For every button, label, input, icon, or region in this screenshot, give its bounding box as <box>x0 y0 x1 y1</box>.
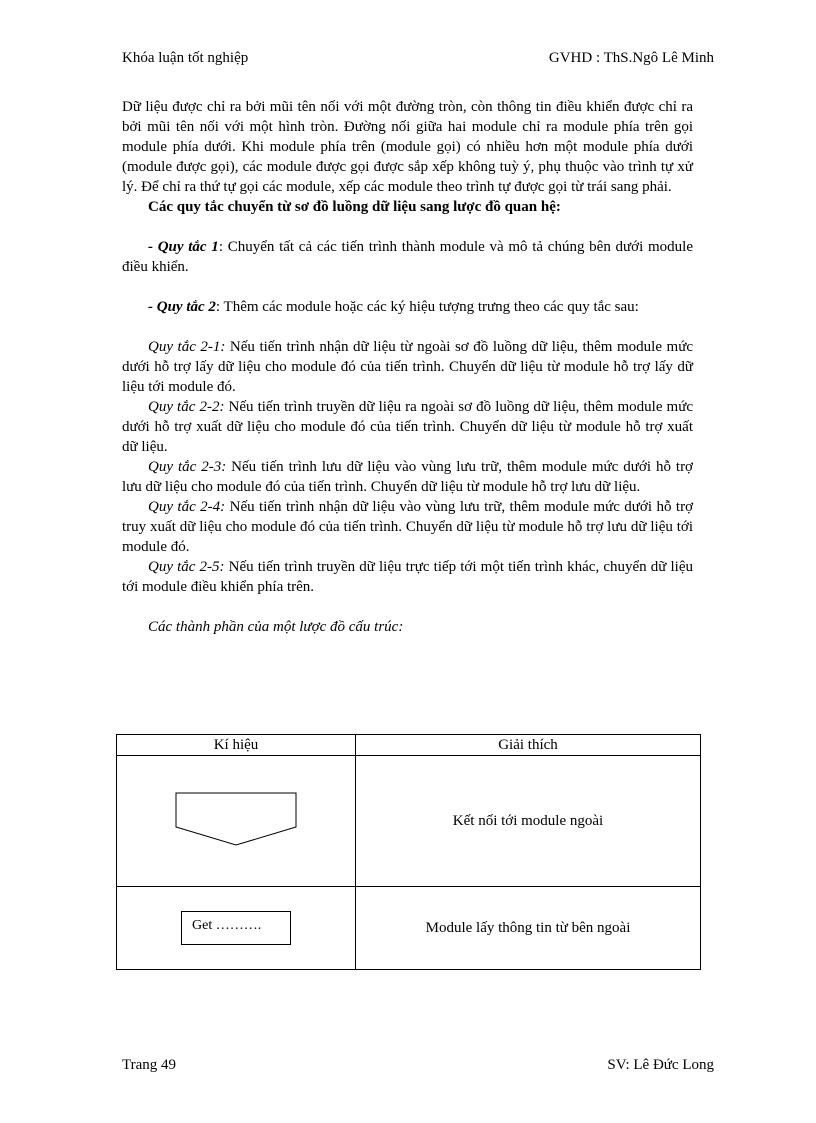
subrule-2-2 <box>122 397 693 457</box>
footer-author: SV: Lê Đức Long <box>607 1057 714 1073</box>
subrule-2-4 <box>122 497 693 557</box>
subrule-2-5 <box>122 557 693 597</box>
paragraph-intro: Dữ liệu được chỉ ra bởi mũi tên nối với một đường tròn, còn thông tin điều khiển được chỉ ra bởi mũi tên nối với một hình tròn. Đường nối giữa hai module chỉ ra module phía trên gọi module phía dưới. Khi module phía trên (module gọi) có nhiều hơn một module phía dưới (module được gọi), các module được gọi được sắp xếp không tuỳ ý, phụ thuộc vào trình tự xử lý. Để chỉ ra thứ tự gọi các module, xếp các module theo trình tự được gọi từ trái sang phải. <box>122 99 693 195</box>
rule-2-text: : Thêm các module hoặc các ký hiệu tượng trưng theo các quy tắc sau: <box>215 299 639 315</box>
subrule-text: Nếu tiến trình nhận dữ liệu từ ngoài sơ đồ luồng dữ liệu, thêm module mức dưới hỗ trợ lấy dữ liệu cho module đó của tiến trình. Chuyển dữ liệu từ module hỗ trợ lấy dữ liệu tới module đó. <box>122 339 693 395</box>
explain-cell: Module lấy thông tin từ bên ngoài <box>356 887 701 970</box>
header-left: Khóa luận tốt nghiệp <box>122 50 249 66</box>
rule-2 <box>122 297 693 317</box>
column-header-explain: Giải thích <box>356 735 701 756</box>
subrule-label: Quy tắc 2-1: <box>148 339 226 355</box>
subrule-2-3 <box>122 457 693 497</box>
footer-page-number: Trang 49 <box>122 1057 177 1073</box>
symbol-cell <box>117 887 356 970</box>
symbol-cell <box>117 756 356 887</box>
subrule-label: Quy tắc 2-3: <box>148 459 227 475</box>
rule-2-label: - Quy tắc 2 <box>148 299 216 315</box>
page-body <box>122 97 693 637</box>
subrule-label: Quy tắc 2-2: <box>148 399 225 415</box>
subrule-label: Quy tắc 2-5: <box>148 559 225 575</box>
components-title: Các thành phần của một lược đồ cấu trúc: <box>148 619 404 635</box>
subrule-text: Nếu tiến trình truyền dữ liệu trực tiếp tới một tiến trình khác, chuyển dữ liệu tới module điều khiển phía trên. <box>122 559 693 595</box>
rule-1 <box>122 237 693 277</box>
rule-1-text: : Chuyển tất cả các tiến trình thành module và mô tả chúng bên dưới module điều khiển. <box>122 239 693 275</box>
header-right: GVHD : ThS.Ngô Lê Minh <box>548 50 714 66</box>
table-row <box>117 887 701 970</box>
section-heading: Các quy tắc chuyển từ sơ đồ luồng dữ liệu sang lược đồ quan hệ: <box>148 199 561 215</box>
rule-1-label: - Quy tắc 1 <box>148 239 219 255</box>
subrule-text: Nếu tiến trình nhận dữ liệu vào vùng lưu trữ, thêm module mức dưới hỗ trợ truy xuất dữ liệu cho module đó của tiến trình. Chuyển dữ liệu từ module hỗ trợ lưu dữ liệu tới module đó. <box>122 499 694 555</box>
explain-cell: Kết nối tới module ngoài <box>356 756 701 887</box>
subrule-2-1 <box>122 337 693 397</box>
subrule-text: Nếu tiến trình truyền dữ liệu ra ngoài sơ đồ luồng dữ liệu, thêm module mức dưới hỗ trợ xuất dữ liệu cho module đó của tiến trình. Chuyển dữ liệu từ module hỗ trợ xuất dữ liệu. <box>122 399 694 455</box>
get-module-symbol: Get ………. <box>181 911 291 945</box>
symbol-table <box>116 734 701 970</box>
offpage-connector-symbol <box>174 791 298 847</box>
table-row <box>117 756 701 887</box>
subrule-text: Nếu tiến trình lưu dữ liệu vào vùng lưu trữ, thêm module mức dưới hỗ trợ lưu dữ liệu cho module đó của tiến trình. Chuyển dữ liệu từ module hỗ trợ lưu dữ liệu. <box>122 459 693 495</box>
column-header-symbol: Kí hiệu <box>117 735 356 756</box>
subrule-label: Quy tắc 2-4: <box>148 499 226 515</box>
